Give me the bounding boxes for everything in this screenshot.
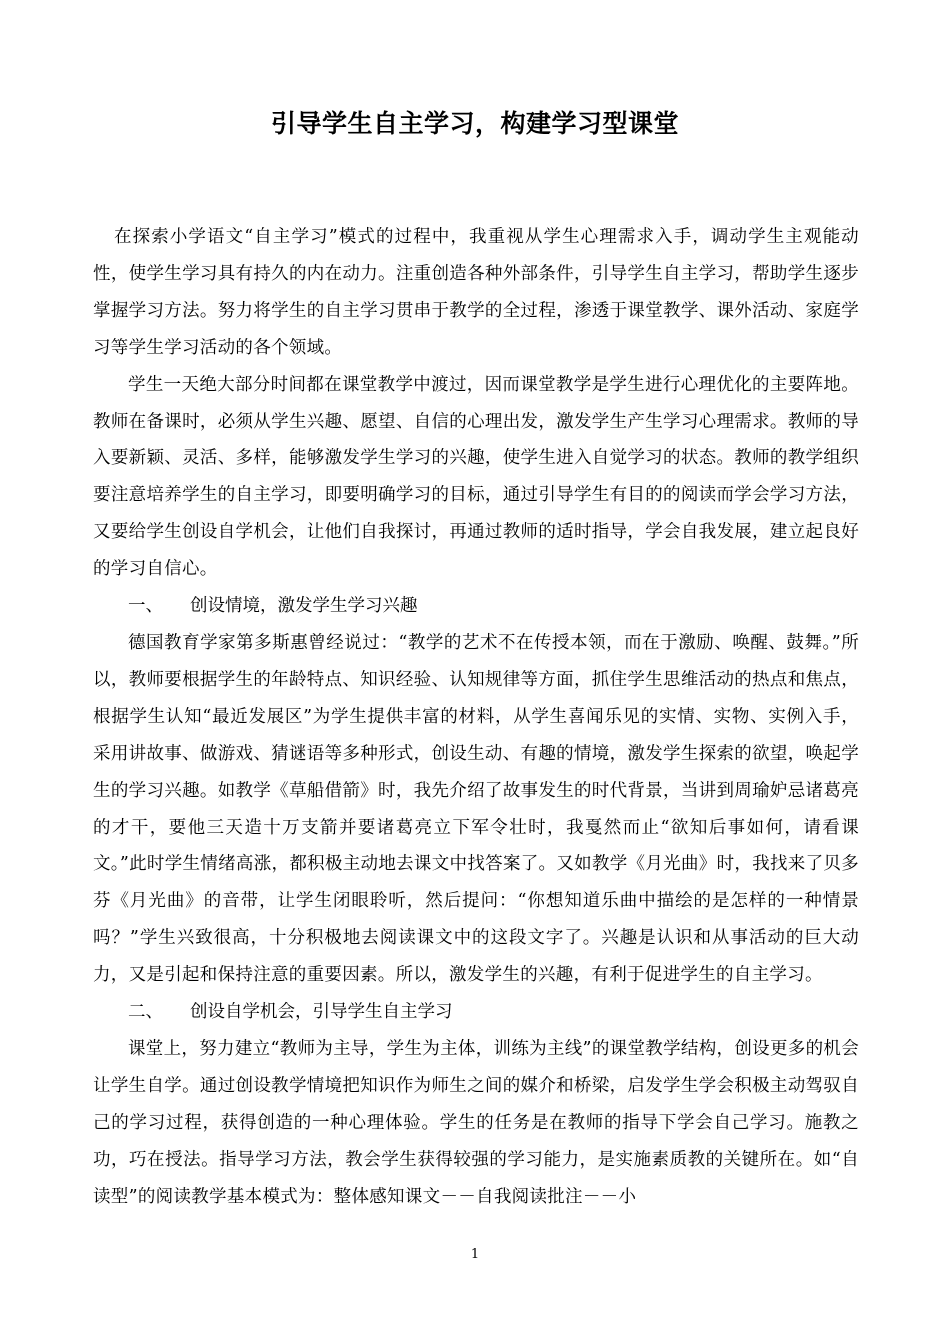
body-paragraph: 德国教育学家第多斯惠曾经说过：“教学的艺术不在传授本领，而在于激励、唤醒、鼓舞。”所以，教师要根据学生的年龄特点、知识经验、认知规律等方面，抓住学生思维活动的热点和焦点，根据学生认知“最近发展区”为学生提供丰富的材料，从学生喜闻乐见的实情、实物、实例入手，采用讲故事、做游戏、猜谜语等多种形式，创设生动、有趣的情境，激发学生探索的欲望，唤起学生的学习兴趣。如教学《草船借箭》时，我先介绍了故事发生的时代背景，当讲到周瑜妒忌诸葛亮的才干，要他三天造十万支箭并要诸葛亮立下军令壮时，我戛然而止“欲知后事如何，请看课文。”此时学生情绪高涨，都积极主动地去课文中找答案了。又如教学《月光曲》时，我找来了贝多芬《月光曲》的音带，让学生闭眼聆听，然后提问：“你想知道乐曲中描绘的是怎样的一种情景吗？”学生兴致很高，十分积极地去阅读课文中的这段文字了。兴趣是认识和从事活动的巨大动力，又是引起和保持注意的重要因素。所以，激发学生的兴趣，有利于促进学生的自主学习。 (93, 632, 859, 986)
body-paragraph: 课堂上，努力建立“教师为主导，学生为主体，训练为主线”的课堂教学结构，创设更多的机会让学生自学。通过创设教学情境把知识作为师生之间的媒介和桥梁，启发学生学会积极主动驾驭自己的学习过程，获得创造的一种心理体验。学生的任务是在教师的指导下学会自己学习。施教之功，巧在授法。指导学习方法，教会学生获得较强的学习能力，是实施素质教的关键所在。如“自读型”的阅读教学基本模式为：整体感知课文－－自我阅读批注－－小 (93, 1038, 859, 1207)
document-title: 引导学生自主学习，构建学习型课堂 (270, 109, 679, 138)
section-heading (93, 588, 859, 625)
section-heading (93, 994, 859, 1031)
section-number: 一、 (128, 596, 163, 617)
section-number: 二、 (128, 1002, 163, 1023)
section-heading-text: 创设自学机会，引导学生自主学习 (190, 1002, 453, 1023)
document-body (93, 219, 859, 1215)
body-paragraph: 在探索小学语文“自主学习”模式的过程中，我重视从学生心理需求入手，调动学生主观能动性，使学生学习具有持久的内在动力。注重创造各种外部条件，引导学生自主学习，帮助学生逐步掌握学习方法。努力将学生的自主学习贯串于教学的全过程，渗透于课堂教学、课外活动、家庭学习等学生学习活动的各个领域。 (93, 227, 859, 358)
page-number: 1 (470, 1247, 480, 1262)
section-heading-text: 创设情境，激发学生学习兴趣 (190, 596, 418, 617)
body-paragraph: 学生一天绝大部分时间都在课堂教学中渡过，因而课堂教学是学生进行心理优化的主要阵地。教师在备课时，必须从学生兴趣、愿望、自信的心理出发，激发学生产生学习心理需求。教师的导入要新颖、灵活、多样，能够激发学生学习的兴趣，使学生进入自觉学习的状态。教师的教学组织要注意培养学生的自主学习，即要明确学习的目标，通过引导学生有目的的阅读而学会学习方法，又要给学生创设自学机会，让他们自我探讨，再通过教师的适时指导，学会自我发展，建立起良好的学习自信心。 (93, 374, 859, 580)
